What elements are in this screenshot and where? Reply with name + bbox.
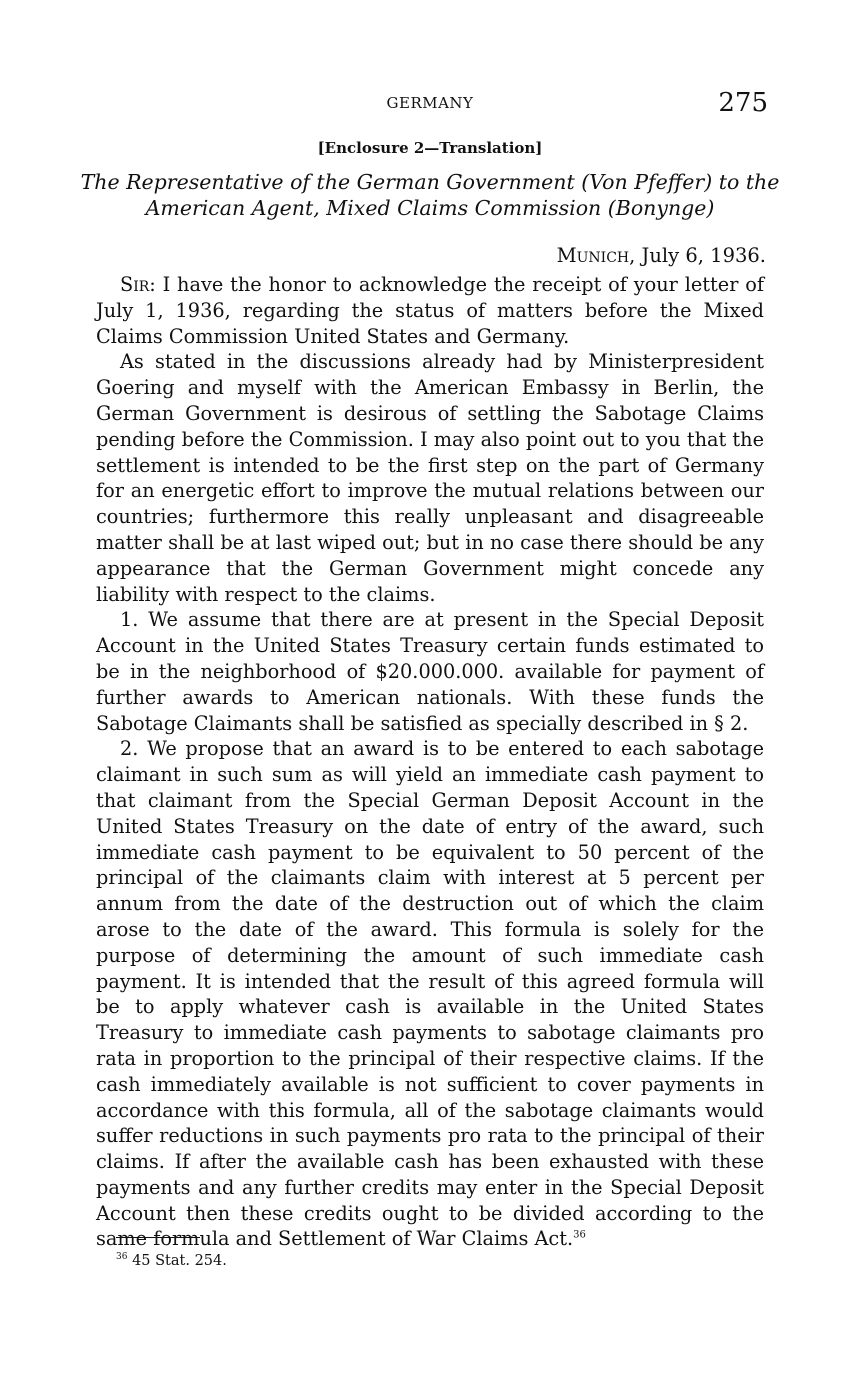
paragraph-item-2 (96, 736, 764, 1252)
running-head: GERMANY (386, 94, 474, 112)
dateline-date: , July 6, 1936. (629, 244, 766, 267)
dateline (557, 244, 766, 267)
page-number: 275 (718, 88, 768, 118)
paragraph-item-1: 1. We assume that there are at present in the Special Deposit Account in the United States Treasury certain funds estimated to be in the neighborhood of $20.000.000. available for payment of further awards to American nationals. With these funds the Sabotage Claimants shall be satisfied as specially described in § 2. (96, 608, 764, 735)
salutation: Sir (120, 273, 150, 296)
footnote (116, 1252, 227, 1269)
document-title: The Representative of the German Government (Von Pfeffer) to the American Agent, Mixed Claims Commission (Bonynge) (80, 170, 780, 220)
footnote-reference: 36 (573, 1230, 586, 1242)
footnote-text: 45 Stat. 254. (132, 1252, 227, 1269)
paragraph-salutation (96, 272, 764, 349)
footnote-rule (116, 1237, 200, 1238)
enclosure-label: [Enclosure 2—Translation] (317, 139, 543, 157)
paragraph-text: 2. We propose that an award is to be entered to each sabotage claimant in such sum as will yield an immediate cash payment to that claimant from the Special German Deposit Account in the United States Treasury on the date of entry of the award, such immediate cash payment to be equivalent to 50 percent of the principal of the claimants claim with interest at 5 percent per annum from the date of the destruction out of which the claim arose to the date of the award. This formula is solely for the purpose of determining the amount of such immediate cash payment. It is intended that the result of this agreed formula will be to apply whatever cash is available in the United States Treasury to immediate cash payments to sabotage claimants pro rata in proportion to the principal of their respective claims. If the cash immediately available is not sufficient to cover payments in accordance with this formula, all of the sabotage claimants would suffer reductions in such payments pro rata to the principal of their claims. If after the available cash has been exhausted with these payments and any further credits may enter in the Special Deposit Account then these credits ought to be divided according to the same formula and Settlement of War Claims Act. (96, 737, 764, 1251)
footnote-mark: 36 (116, 1252, 128, 1262)
dateline-place: Munich (556, 244, 630, 267)
letter-body (96, 272, 764, 1252)
paragraph-text: : I have the honor to acknowledge the receipt of your letter of July 1, 1936, regarding the status of matters before the Mixed Claims Commission United States and Germany. (96, 273, 764, 348)
paragraph: As stated in the discussions already had by Ministerpresident Goering and myself with the American Embassy in Berlin, the German Government is desirous of settling the Sabotage Claims pending before the Commission. I may also point out to you that the settlement is intended to be the first step on the part of Germany for an energetic effort to improve the mutual relations between our countries; furthermore this really unpleasant and disagreeable matter shall be at last wiped out; but in no case there should be any appearance that the German Government might concede any liability with respect to the claims. (96, 350, 764, 606)
